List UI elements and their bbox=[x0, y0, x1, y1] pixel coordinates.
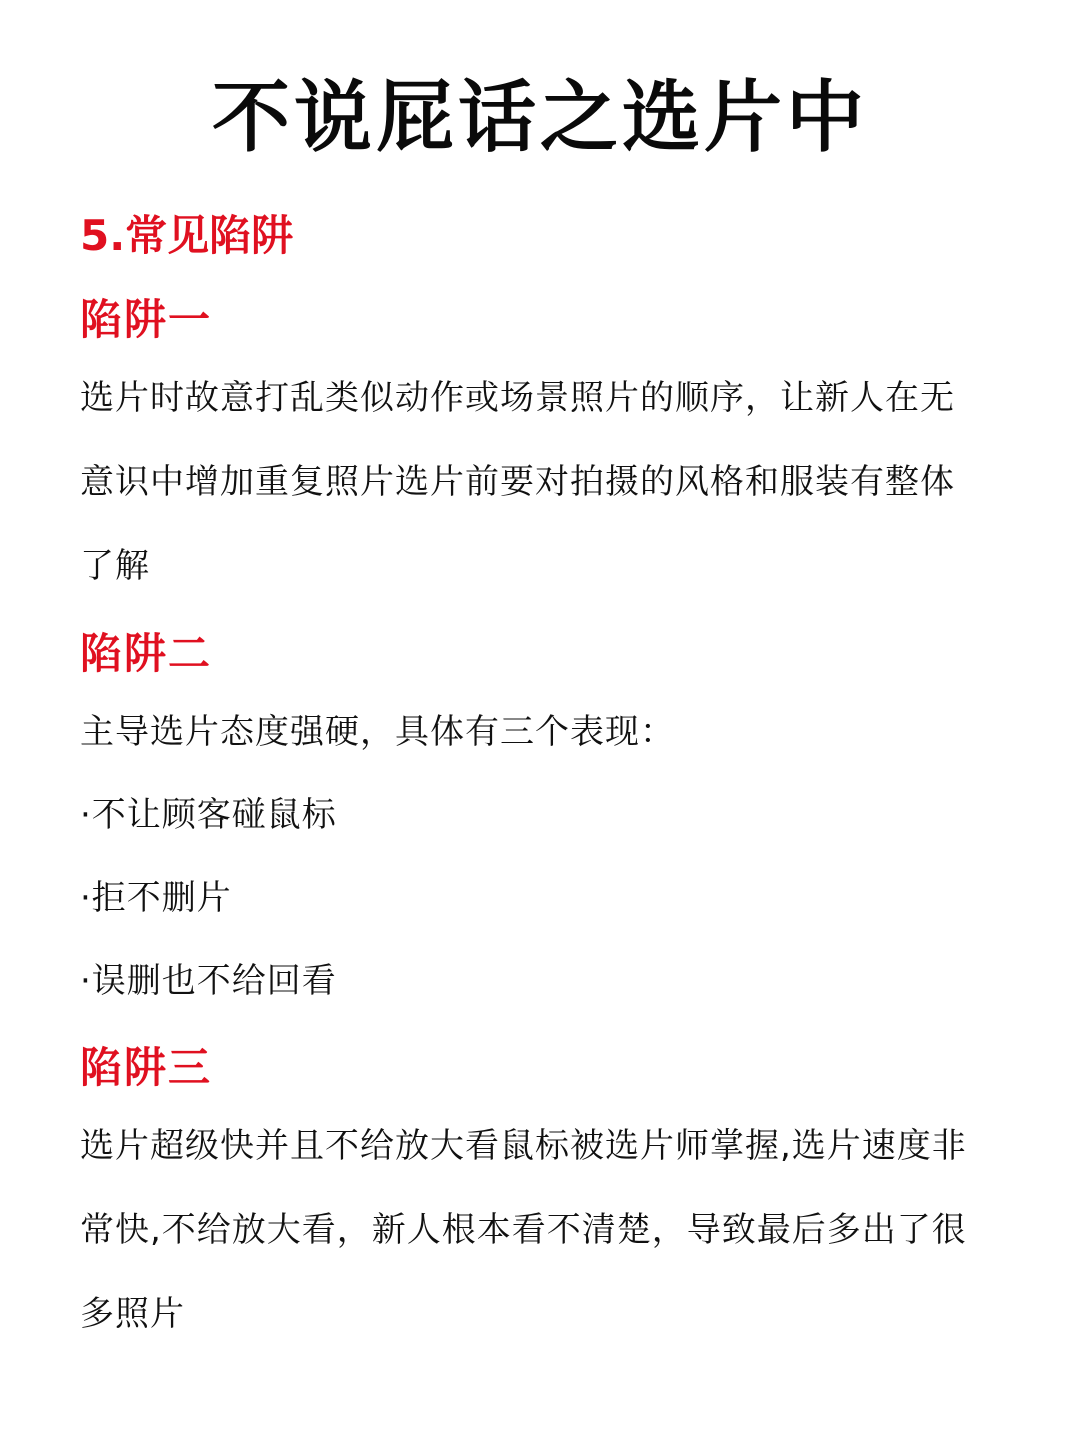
trap-1-line-2: 意识中增加重复照片选片前要对拍摄的风格和服装有整体 bbox=[80, 462, 955, 502]
trap-1-line-3: 了解 bbox=[80, 546, 150, 586]
page-title: 不说屁话之选片中 bbox=[211, 73, 868, 163]
trap-3-body bbox=[80, 1104, 1030, 1356]
trap-2-intro: 主导选片态度强硬，具体有三个表现： bbox=[80, 712, 675, 752]
trap-3-line-3: 多照片 bbox=[80, 1294, 185, 1334]
trap-heading-2: 陷阱二 bbox=[80, 629, 213, 678]
trap-1-body bbox=[80, 356, 1030, 608]
trap-3-line-2: 常快,不给放大看，新人根本看不清楚，导致最后多出了很 bbox=[80, 1210, 967, 1250]
trap-heading-3: 陷阱三 bbox=[80, 1043, 213, 1092]
trap-2-bullet-1: ·不让顾客碰鼠标 bbox=[80, 795, 337, 835]
trap-2-bullet-3: ·误删也不给回看 bbox=[80, 961, 337, 1001]
trap-3-line-1: 选片超级快并且不给放大看鼠标被选片师掌握,选片速度非 bbox=[80, 1126, 967, 1166]
trap-2-bullet-2: ·拒不删片 bbox=[80, 878, 232, 918]
trap-heading-1: 陷阱一 bbox=[80, 295, 213, 344]
section-heading: 5.常见陷阱 bbox=[80, 211, 294, 260]
trap-1-line-1: 选片时故意打乱类似动作或场景照片的顺序，让新人在无 bbox=[80, 378, 955, 418]
